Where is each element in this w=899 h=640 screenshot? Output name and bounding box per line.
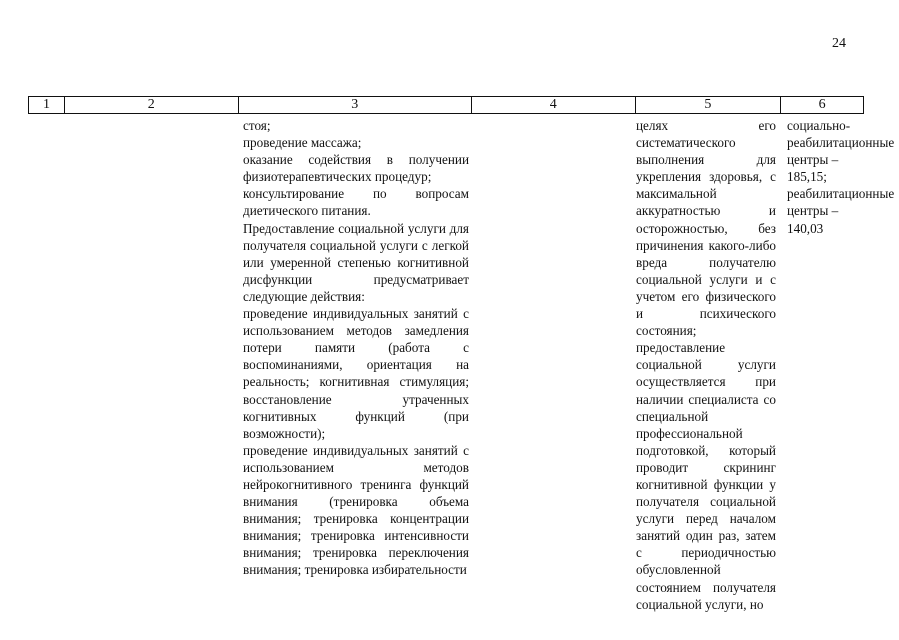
header-cell-4: 4 bbox=[472, 97, 636, 113]
column-6-text: социально-реабилитационные центры – 185,15; реабилитационные центры – 140,03 bbox=[787, 118, 895, 236]
header-cell-6: 6 bbox=[818, 97, 826, 112]
column-3-text: стоя; проведение массажа; оказание содействия в получении физиотерапевтических процедур; консультирование по вопросам диетического питания. Предоставление социальной услуги для получателя социальной услуги с легкой или умеренной степенью когнитивной дисфункции предусматривает следующие действия: проведение индивидуальных занятий с использованием методов замедления потери памяти (работа с воспоминаниями, ориентация на реальность; когнитивная стимуляция; восстановление утраченных когнитивных функций (при возможности); проведение индивидуальных занятий с использованием методов нейрокогнитивного тренинга функций внимания (тренировка объема внимания; тренировка концентрации внимания; тренировка интенсивности внимания; тренировка переключения внимания; тренировка избирательности bbox=[243, 118, 469, 578]
header-cell-1: 1 bbox=[29, 97, 65, 113]
header-cell-5: 5 bbox=[636, 97, 782, 113]
column-5-text: целях его систематического выполнения для укрепления здоровья, с максимальной аккуратностью и осторожностью, без причинения какого-либо вреда получателю социальной услуги и с учетом его физического и психического состояния; предоставление социальной услуги осуществляется при наличии специалиста со специальной профессиональной подготовкой, который проводит скрининг когнитивной функции у получателя социальной услуги перед началом занятий один раз, затем с периодичностью обусловленной состоянием получателя социальной услуги, но bbox=[636, 118, 776, 612]
table-header-row bbox=[28, 96, 864, 114]
header-cell-2: 2 bbox=[65, 97, 239, 113]
header-cell-3: 3 bbox=[239, 97, 472, 113]
page-number: 24 bbox=[832, 36, 846, 51]
